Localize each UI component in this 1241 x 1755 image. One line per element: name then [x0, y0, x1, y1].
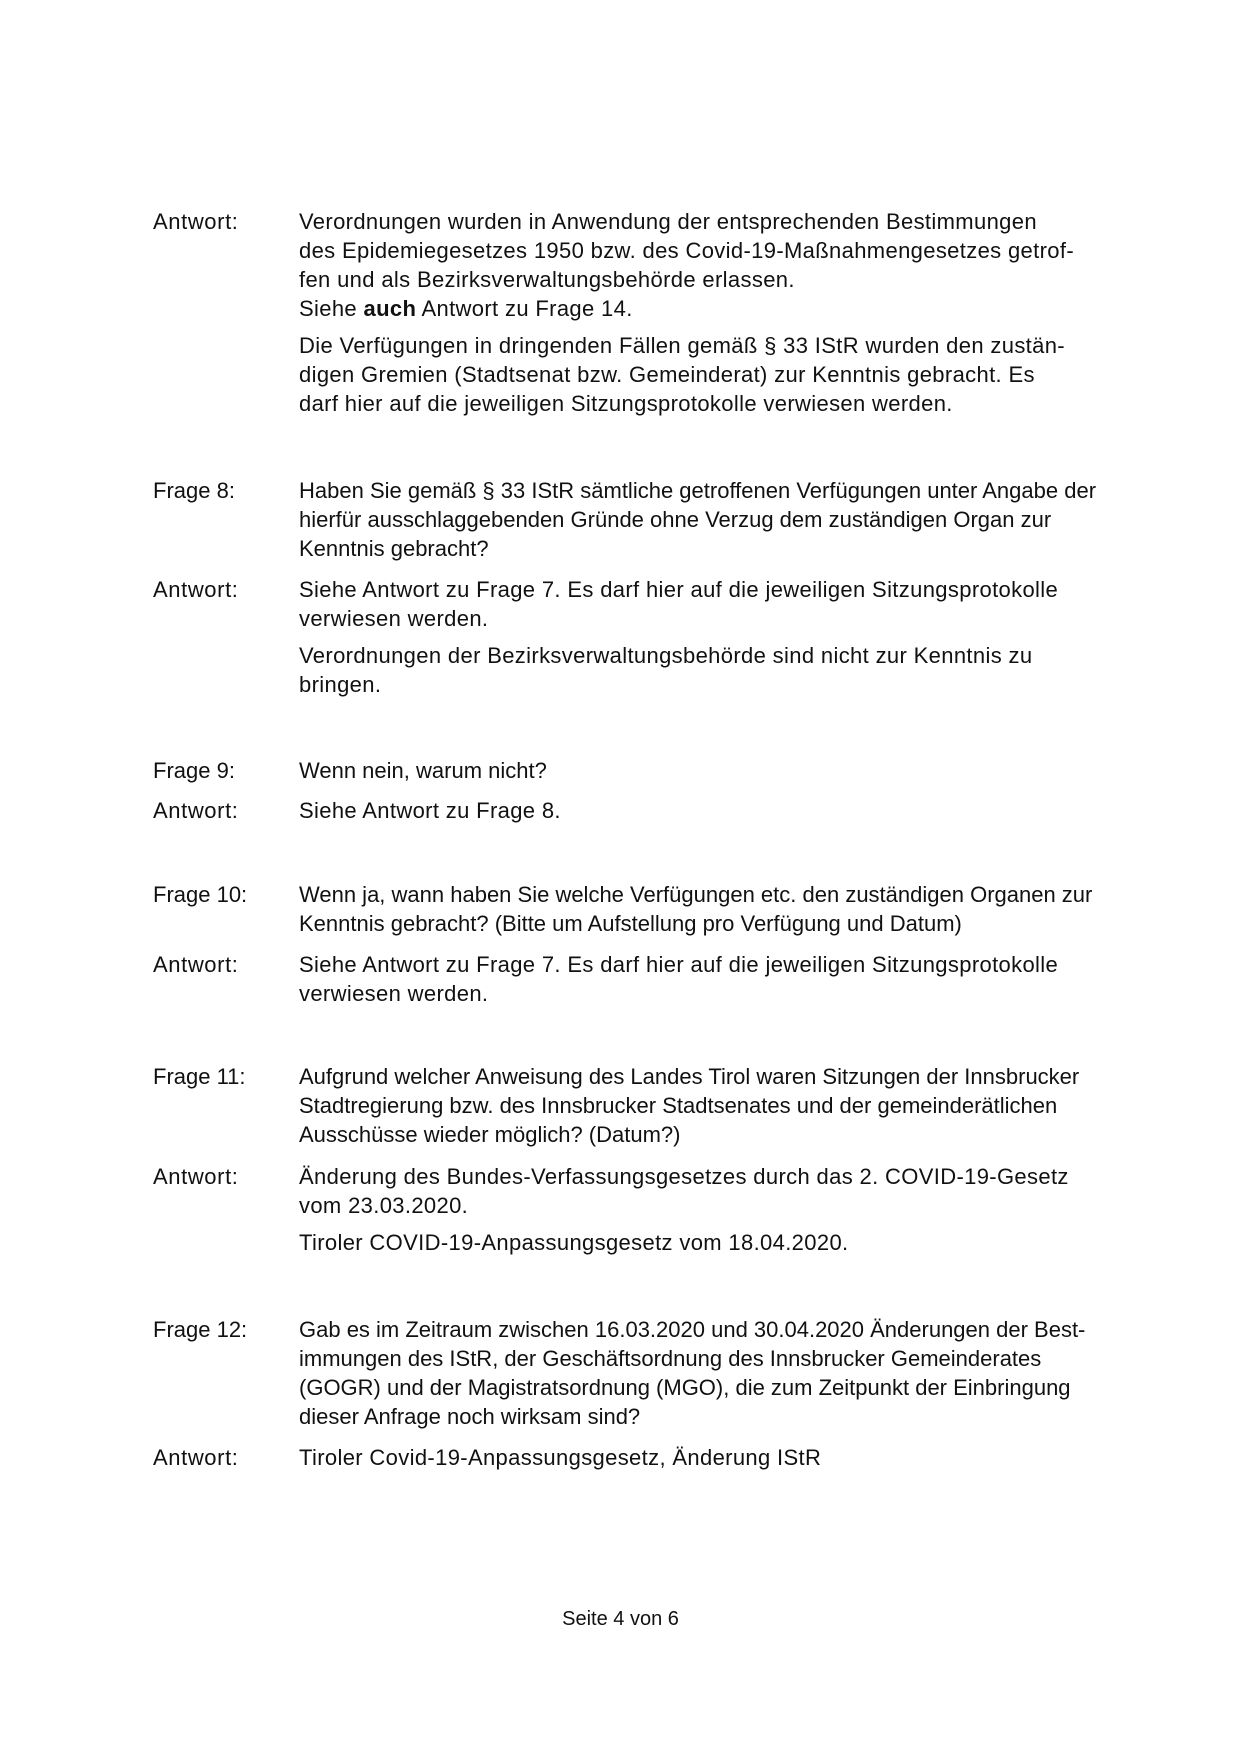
- paragraph: Tiroler COVID-19-Anpassungsgesetz vom 18.04.2020.: [299, 1230, 849, 1255]
- block-text: [299, 476, 1241, 563]
- block-label: Frage 10:: [153, 882, 248, 907]
- text-line: des Epidemiegesetzes 1950 bzw. des Covid-19-Maßnahmengesetzes getrof-: [299, 238, 1075, 263]
- block-text: [299, 950, 1241, 1008]
- block-text: [299, 880, 1241, 938]
- text-line: digen Gremien (Stadtsenat bzw. Gemeinderat) zur Kenntnis gebracht. Es: [299, 362, 1035, 387]
- text-line: Kenntnis gebracht? (Bitte um Aufstellung pro Verfügung und Datum): [299, 911, 962, 936]
- block-label: Antwort:: [153, 952, 239, 977]
- text-line: Die Verfügungen in dringenden Fällen gemäß § 33 IStR wurden den zustän-: [299, 333, 1065, 358]
- paragraph: [299, 575, 1241, 633]
- text-line: Verordnungen der Bezirksverwaltungsbehörde sind nicht zur Kenntnis zu: [299, 643, 1033, 668]
- text-line: Änderung des Bundes-Verfassungsgesetzes durch das 2. COVID-19-Gesetz: [299, 1164, 1069, 1189]
- paragraph: [299, 950, 1241, 1008]
- block-label: Antwort:: [153, 577, 239, 602]
- block-text: [299, 1315, 1241, 1431]
- block-label: Antwort:: [153, 1164, 239, 1189]
- text-line: vom 23.03.2020.: [299, 1193, 469, 1218]
- emphasis-text: auch: [363, 296, 417, 321]
- paragraph: [299, 331, 1241, 418]
- text-line: verwiesen werden.: [299, 606, 489, 631]
- text-line: verwiesen werden.: [299, 981, 489, 1006]
- block-label: Frage 11:: [153, 1064, 246, 1089]
- paragraph: Tiroler Covid-19-Anpassungsgesetz, Änderung IStR: [299, 1445, 822, 1470]
- block-text: [299, 796, 1241, 825]
- block-label: Antwort:: [153, 798, 239, 823]
- paragraph: Siehe Antwort zu Frage 8.: [299, 798, 561, 823]
- text-line: Ausschüsse wieder möglich? (Datum?): [299, 1122, 681, 1147]
- paragraph: [299, 1162, 1241, 1220]
- block-label: Frage 12:: [153, 1317, 248, 1342]
- paragraph: [299, 880, 1241, 938]
- paragraph: [299, 476, 1241, 563]
- text-line: Verordnungen wurden in Anwendung der entsprechenden Bestimmungen: [299, 209, 1037, 234]
- text-line: Haben Sie gemäß § 33 IStR sämtliche getroffenen Verfügungen unter Angabe der: [299, 478, 1097, 503]
- paragraph: [299, 641, 1241, 699]
- text-line: (GOGR) und der Magistratsordnung (MGO), die zum Zeitpunkt der Einbringung: [299, 1375, 1071, 1400]
- block-text: [299, 1162, 1241, 1257]
- paragraph: Wenn nein, warum nicht?: [299, 758, 547, 783]
- text-line: Wenn ja, wann haben Sie welche Verfügungen etc. den zuständigen Organen zur: [299, 882, 1093, 907]
- paragraph: [299, 1062, 1241, 1149]
- text-line: Siehe Antwort zu Frage 7. Es darf hier auf die jeweiligen Sitzungsprotokolle: [299, 577, 1059, 602]
- text-line: dieser Anfrage noch wirksam sind?: [299, 1404, 641, 1429]
- text-line: bringen.: [299, 672, 382, 697]
- see-also-line: Siehe auch Antwort zu Frage 14.: [299, 296, 633, 321]
- text-line: Stadtregierung bzw. des Innsbrucker Stadtsenates und der gemeinderätlichen: [299, 1093, 1058, 1118]
- block-label: Frage 9:: [153, 758, 235, 783]
- text-line: Siehe Antwort zu Frage 7. Es darf hier auf die jeweiligen Sitzungsprotokolle: [299, 952, 1059, 977]
- block-label: Antwort:: [153, 209, 239, 234]
- text-line: Gab es im Zeitraum zwischen 16.03.2020 und 30.04.2020 Änderungen der Best-: [299, 1317, 1086, 1342]
- paragraph: [299, 207, 1241, 323]
- text-line: Aufgrund welcher Anweisung des Landes Tirol waren Sitzungen der Innsbrucker: [299, 1064, 1080, 1089]
- block-text: [299, 1062, 1241, 1149]
- block-label: Frage 8:: [153, 478, 235, 503]
- block-text: [299, 575, 1241, 699]
- block-label: Antwort:: [153, 1445, 239, 1470]
- block-text: [299, 207, 1241, 418]
- text-line: immungen des IStR, der Geschäftsordnung des Innsbrucker Gemeinderates: [299, 1346, 1042, 1371]
- block-text: [299, 1443, 1241, 1472]
- page-number-footer: Seite 4 von 6: [562, 1608, 679, 1630]
- text-line: fen und als Bezirksverwaltungsbehörde erlassen.: [299, 267, 795, 292]
- text-line: hierfür ausschlaggebenden Gründe ohne Verzug dem zuständigen Organ zur: [299, 507, 1052, 532]
- text-line: Kenntnis gebracht?: [299, 536, 489, 561]
- block-text: [299, 756, 1241, 785]
- text-line: darf hier auf die jeweiligen Sitzungsprotokolle verwiesen werden.: [299, 391, 953, 416]
- paragraph: [299, 1315, 1241, 1431]
